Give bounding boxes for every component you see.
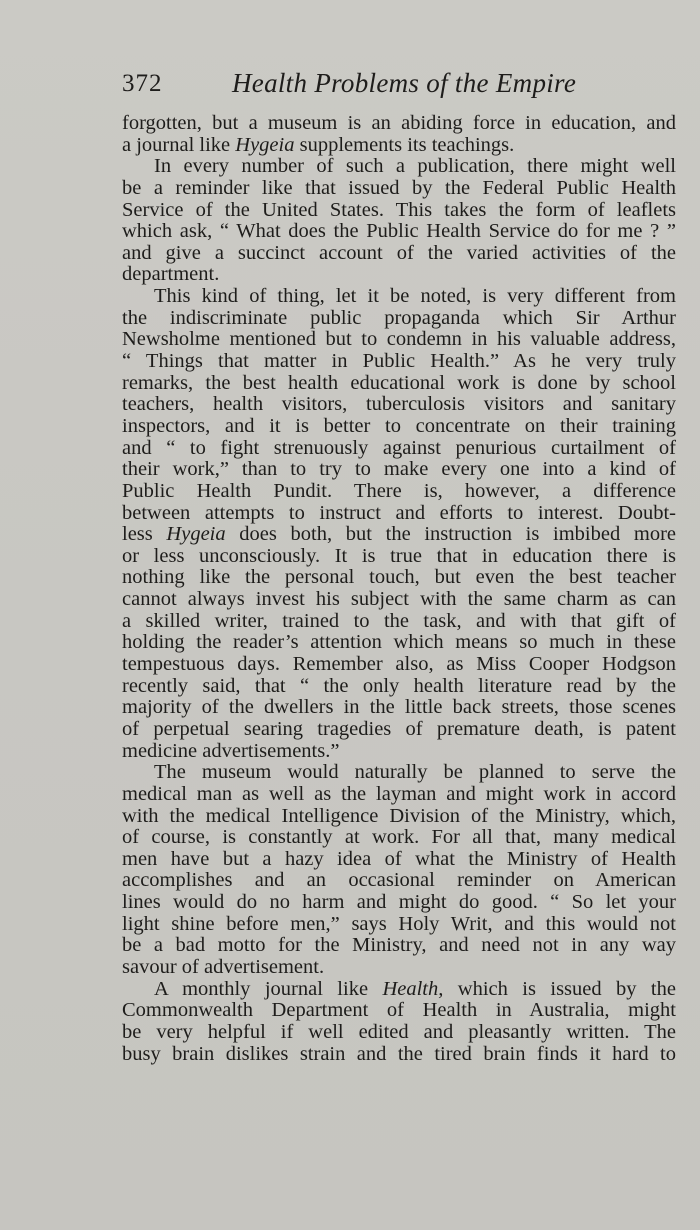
text-line: be very helpful if well edited and pleasantly written. The xyxy=(122,1020,676,1043)
text-line: In every number of such a publication, there might well xyxy=(154,155,676,178)
text-line: of perpetual searing tragedies of premature death, is patent xyxy=(122,717,676,740)
italic-title: Health, xyxy=(382,977,444,1000)
text-line: cannot always invest his subject with the same charm as can xyxy=(122,588,676,611)
text-line: which ask, “ What does the Public Health Service do for me ? ” xyxy=(122,220,676,243)
running-head xyxy=(122,66,682,106)
text-line: of course, is constantly at work. For all that, many medical xyxy=(122,826,676,849)
text-line: medicine advertisements.” xyxy=(122,739,340,762)
text-line: holding the reader’s attention which means so much in these xyxy=(122,631,676,654)
text-line: light shine before men,” says Holy Writ, and this would not xyxy=(122,912,676,935)
text-line: This kind of thing, let it be noted, is very different from xyxy=(154,285,676,308)
text-line: majority of the dwellers in the little back streets, those scenes xyxy=(122,696,676,719)
text-line: with the medical Intelligence Division of the Ministry, which, xyxy=(122,804,676,827)
text-line: Public Health Pundit. There is, however, a difference xyxy=(122,479,676,502)
text-line: between attempts to instruct and efforts to interest. Doubt- xyxy=(122,501,676,524)
text-line: tempestuous days. Remember also, as Miss Cooper Hodgson xyxy=(122,653,676,676)
text-line: and give a succinct account of the varied activities of the xyxy=(122,241,676,264)
text-line: men have but a hazy idea of what the Ministry of Health xyxy=(122,847,676,870)
text-line: remarks, the best health educational work is done by school xyxy=(122,371,676,394)
text-line: busy brain dislikes strain and the tired brain finds it hard to xyxy=(122,1042,676,1065)
text-line: “ Things that matter in Public Health.” As he very truly xyxy=(122,350,676,373)
text-line: recently said, that “ the only health literature read by the xyxy=(122,674,676,697)
page-number: 372 xyxy=(122,70,163,97)
text-line: their work,” than to try to make every one into a kind of xyxy=(122,458,676,481)
text-line: department. xyxy=(122,263,220,286)
italic-title: Hygeia xyxy=(166,523,226,546)
body-text xyxy=(122,113,676,1065)
text-line: a skilled writer, trained to the task, and with that gift of xyxy=(122,609,676,632)
text-line: teachers, health visitors, tuberculosis visitors and sanitary xyxy=(122,393,676,416)
text-line: and “ to fight strenuously against penurious curtailment of xyxy=(122,436,676,459)
text-line: be a bad motto for the Ministry, and need not in any way xyxy=(122,934,676,957)
text-line: accomplishes and an occasional reminder on American xyxy=(122,869,676,892)
text-line: less Hygeia does both, but the instruction is imbibed more xyxy=(122,523,676,546)
text-line: lines would do no harm and might do good. “ So let your xyxy=(122,891,676,914)
text-line: nothing like the personal touch, but even the best teacher xyxy=(122,566,676,589)
text-line: A monthly journal like Health, which is issued by the xyxy=(154,977,676,1000)
text-line: Service of the United States. This takes the form of leaflets xyxy=(122,198,676,221)
text-line: The museum would naturally be planned to serve the xyxy=(154,761,676,784)
text-line: a journal like Hygeia supplements its teachings. xyxy=(122,133,515,156)
text-line: medical man as well as the layman and might work in accord xyxy=(122,782,676,805)
text-line: savour of advertisement. xyxy=(122,955,325,978)
text-line: Commonwealth Department of Health in Australia, might xyxy=(122,999,676,1022)
text-line: forgotten, but a museum is an abiding force in education, and xyxy=(122,112,676,134)
text-line: be a reminder like that issued by the Federal Public Health xyxy=(122,176,676,199)
text-line: or less unconsciously. It is true that in education there is xyxy=(122,544,676,567)
running-title: Health Problems of the Empire xyxy=(232,68,577,98)
text-line: the indiscriminate public propaganda which Sir Arthur xyxy=(122,306,676,329)
text-line: Newsholme mentioned but to condemn in his valuable address, xyxy=(122,328,676,351)
italic-title: Hygeia xyxy=(235,133,295,156)
text-line: inspectors, and it is better to concentrate on their training xyxy=(122,414,676,437)
